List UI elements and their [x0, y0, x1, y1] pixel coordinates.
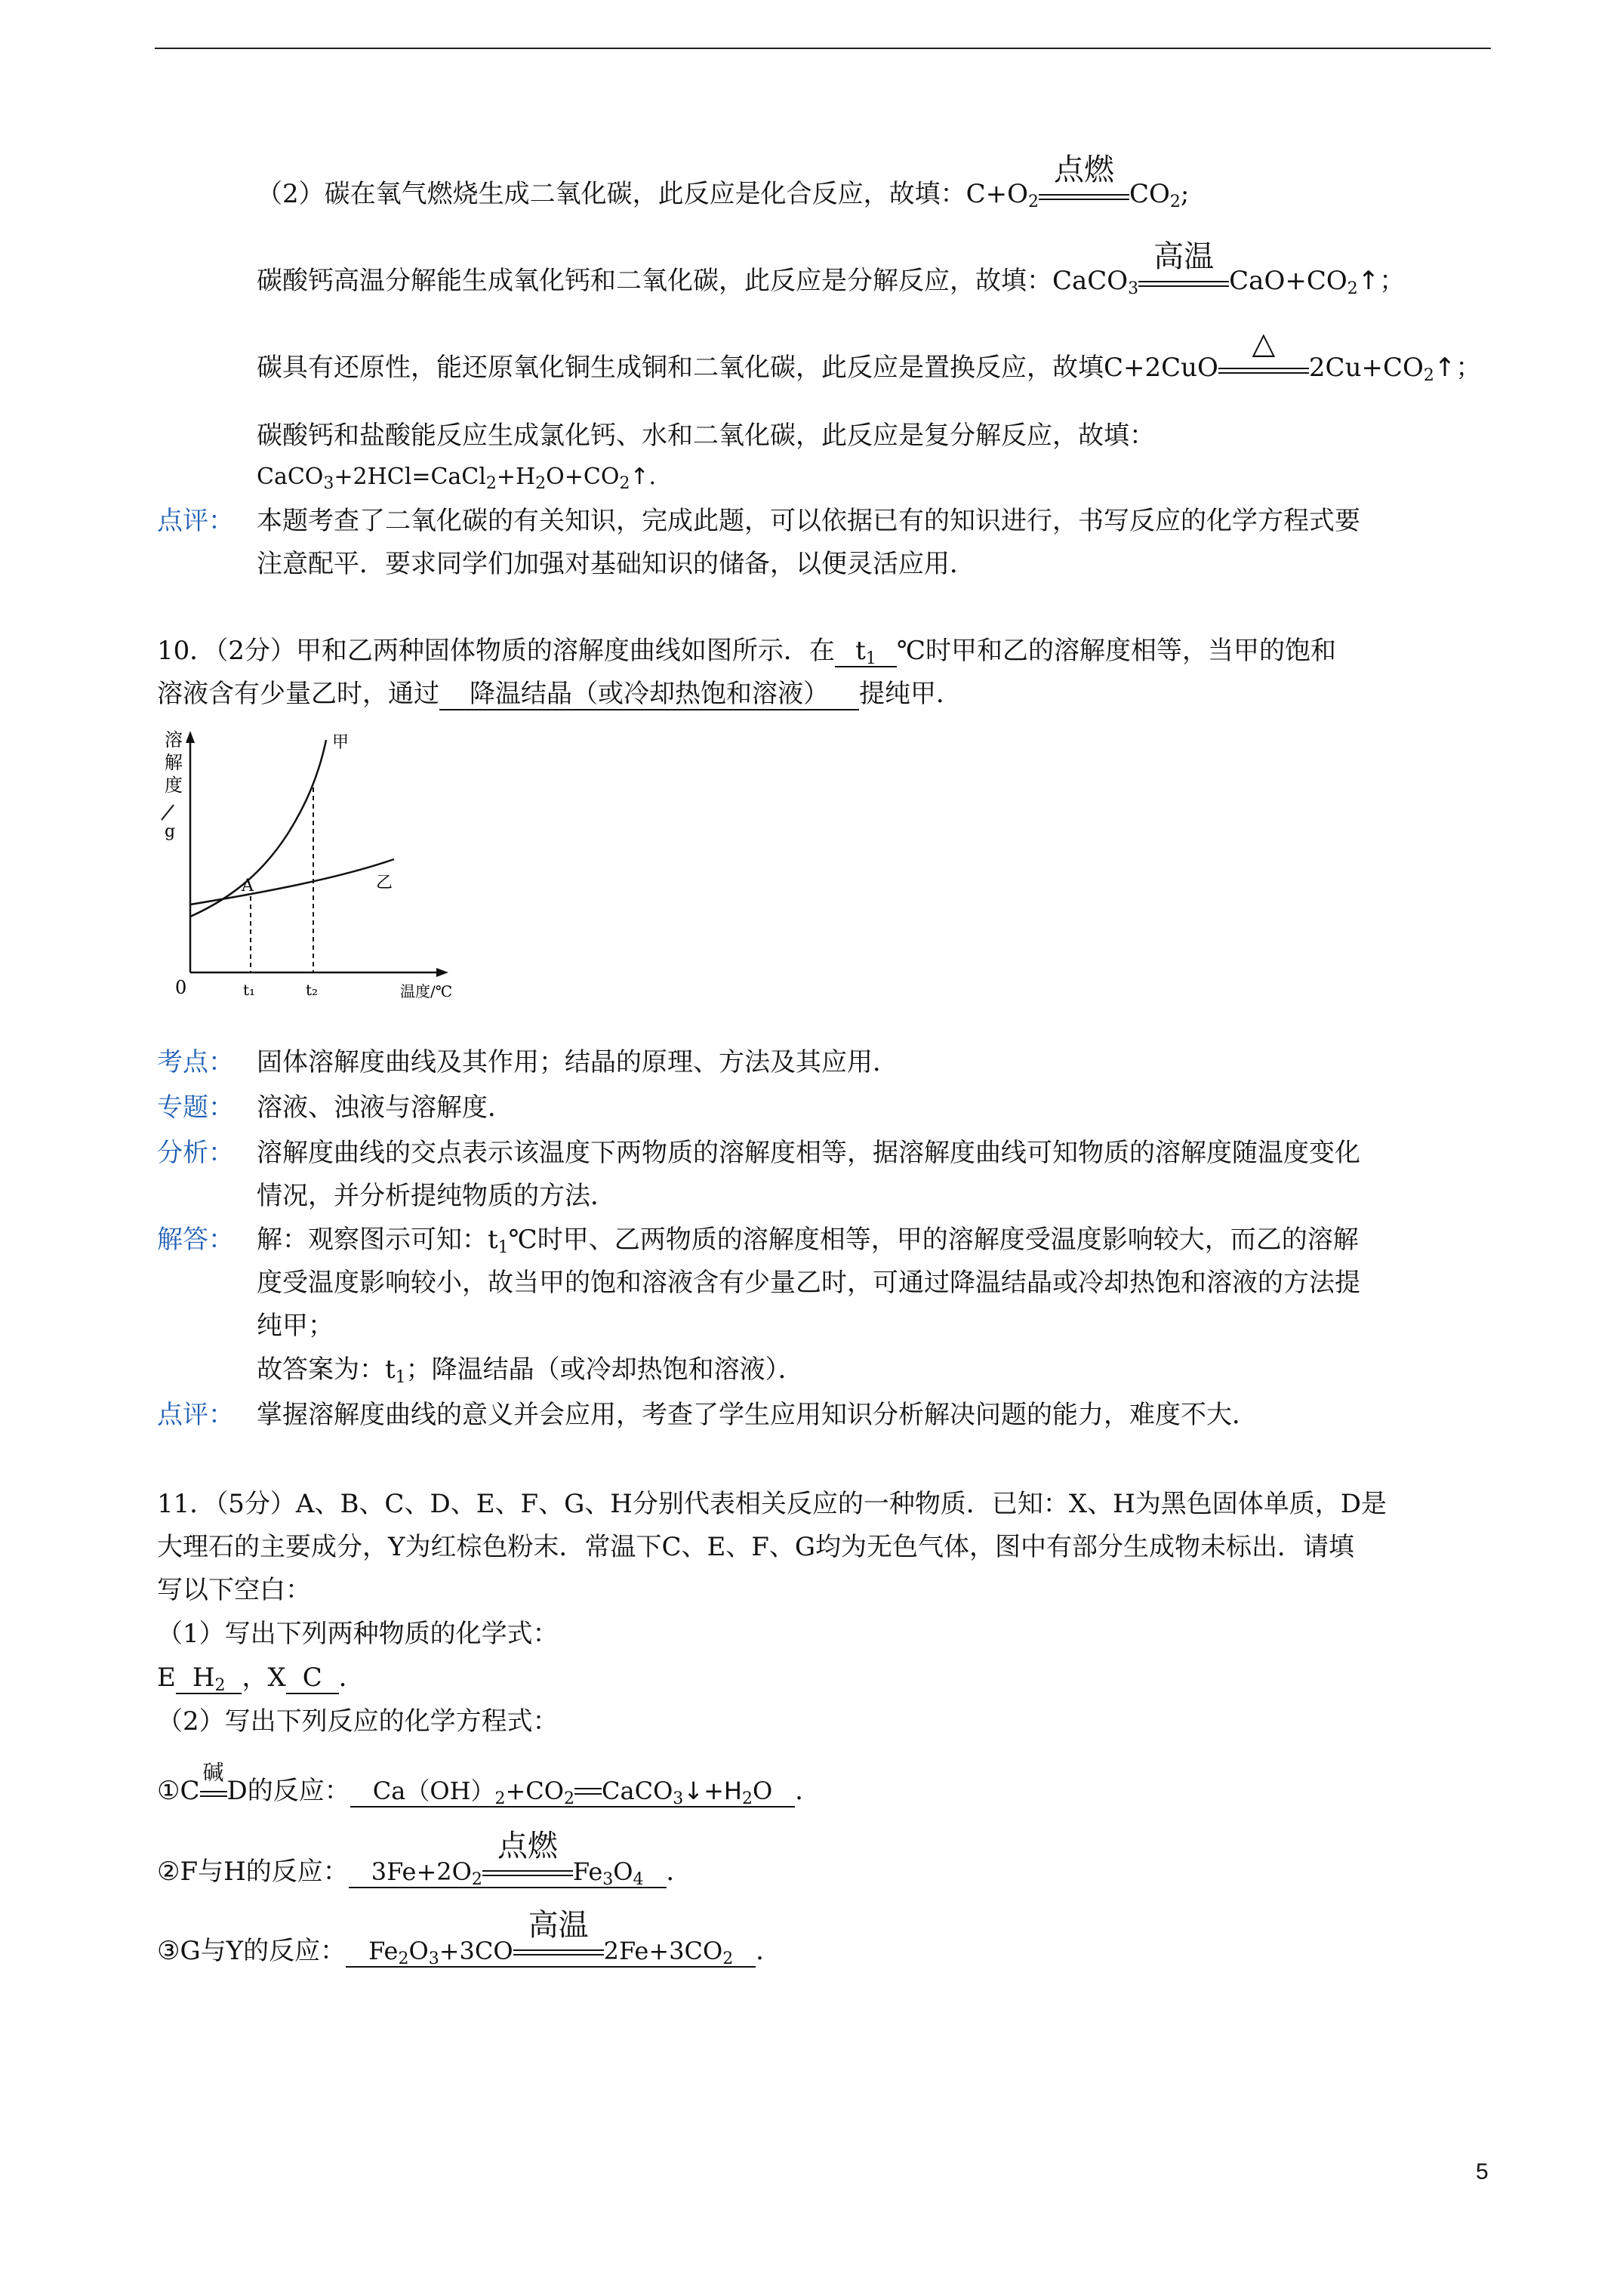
ylabel-unit: g [165, 822, 176, 841]
fenxi-line1: 溶解度曲线的交点表示该温度下两物质的溶解度相等，据溶解度曲线可知物质的溶解度随温度变化 [257, 1138, 1360, 1168]
reaction-1: ①C 碱 D的反应： $Ca(OH)_2+CO_2$ $CaCO_3↓+H_2O$ ． [157, 1760, 821, 1808]
fenxi-label: 分析： [157, 1138, 234, 1168]
ylabel-3: 度 [165, 775, 183, 796]
comment-label: 点评： [157, 506, 234, 536]
high-temp-condition-2: 高温 [513, 1933, 604, 1966]
ylabel-1: 溶 [165, 729, 183, 750]
jieda-line1: 解：观察图示可知：$t_1℃$时甲、乙两物质的溶解度相等，甲的溶解度受温度影响较大，而乙的溶解 [257, 1225, 1359, 1257]
sec2-line3: 碳具有还原性，能还原氧化铜生成铜和二氧化碳，此反应是置换反应，故填C+2CuO △ $2Cu+CO_2↑$； [257, 326, 1482, 385]
ylabel-2: 解 [165, 752, 183, 773]
high-temp-condition: 高温 [1138, 264, 1229, 297]
series-label-jia: 甲 [332, 733, 350, 752]
zhuanti-text: 溶液、浊液与溶解度． [257, 1093, 513, 1123]
q11-line5: E $H_2$ ，X C ． [157, 1663, 365, 1695]
curve-yi [190, 859, 394, 905]
q11-line3: 写以下空白： [157, 1575, 311, 1605]
ignite-condition: 点燃 [1039, 177, 1129, 211]
sec2-line2: 碳酸钙高温分解能生成氧化钙和二氧化碳，此反应是分解反应，故填：CaCO$_3$ 高温 $CaO+CO_2↑$； [257, 239, 1406, 298]
jieda-label: 解答： [157, 1225, 234, 1255]
tick-t1: t₁ [243, 981, 256, 999]
dianping-label: 点评： [157, 1400, 234, 1430]
sec2-line1: （2）碳在氧气燃烧生成二氧化碳，此反应是化合反应，故填：$C+O_2$ 点燃 $CO_2$; [257, 153, 1190, 211]
q11-line2: 大理石的主要成分，Y为红棕色粉末．常温下C、E、F、G均为无色气体，图中有部分生成物未标出．请填 [157, 1532, 1355, 1562]
sec2-line4: 碳酸钙和盐酸能反应生成氯化钙、水和二氧化碳，此反应是复分解反应，故填： [257, 421, 1155, 451]
kaodian-text: 固体溶解度曲线及其作用；结晶的原理、方法及其应用． [257, 1047, 898, 1077]
intersection-label: A [242, 877, 254, 895]
q11-line1: 11．（5分）A、B、C、D、E、F、G、H分别代表相关反应的一种物质．已知：X、H为黑色固体单质，D是 [157, 1489, 1387, 1519]
y-axis-arrow [186, 731, 195, 743]
header-rule [155, 48, 1491, 49]
solubility-curve-chart [151, 723, 468, 1003]
q11-line6: （2）写出下列反应的化学方程式： [157, 1706, 559, 1737]
q10-line2: 溶液含有少量乙时，通过 降温结晶（或冷却热饱和溶液） 提纯甲． [157, 679, 962, 709]
ignite-condition-2: 点燃 [482, 1854, 573, 1887]
comment-line2: 注意配平．要求同学们加强对基础知识的储备，以便灵活应用． [257, 549, 975, 579]
heat-condition: △ [1218, 351, 1309, 384]
page-number: 5 [1476, 2159, 1489, 2184]
dianping-text: 掌握溶解度曲线的意义并会应用，考查了学生应用知识分析解决问题的能力，难度不大． [257, 1400, 1258, 1430]
q10-line1: 10．（2分）甲和乙两种固体物质的溶解度曲线如图所示．在 $t_1$ ℃时甲和乙的溶解度相等，当甲的饱和 [157, 636, 1336, 668]
x-axis-arrow [436, 968, 448, 977]
sec2-line5: $CaCO_3+2HCl=CaCl_2+H_2O+CO_2↑$． [257, 464, 672, 493]
fenxi-line2: 情况，并分析提纯物质的方法． [257, 1181, 616, 1211]
jieda-line3: 纯甲； [257, 1311, 334, 1341]
xlabel: 温度/℃ [400, 982, 453, 1000]
tick-t2: t₂ [306, 981, 319, 999]
series-label-yi: 乙 [376, 874, 393, 892]
jieda-line2: 度受温度影响较小，故当甲的饱和溶液含有少量乙时，可通过降温结晶或冷却热饱和溶液的方法提 [257, 1268, 1360, 1298]
curve-jia [190, 740, 326, 917]
q11-line4: （1）写出下列两种物质的化学式： [157, 1619, 559, 1649]
origin-label: 0 [175, 977, 187, 998]
reaction-3: ③G与Y的反应： $Fe_2O_3+3CO$ 高温 $2Fe+3CO_2$ ． [157, 1908, 782, 1968]
reaction-2: ②F与H的反应： $3Fe+2O_2$ 点燃 $Fe_3O_4$ ． [157, 1829, 692, 1889]
kaodian-label: 考点： [157, 1047, 234, 1077]
zhuanti-label: 专题： [157, 1093, 234, 1123]
alkali-condition: 碱 [200, 1774, 227, 1808]
jieda-line4: 故答案为：$t_1$；降温结晶（或冷却热饱和溶液）． [257, 1354, 804, 1387]
comment-line1: 本题考查了二氧化碳的有关知识，完成此题，可以依据已有的知识进行，书写反应的化学方程式要 [257, 506, 1360, 536]
ylabel-slash [162, 805, 174, 820]
